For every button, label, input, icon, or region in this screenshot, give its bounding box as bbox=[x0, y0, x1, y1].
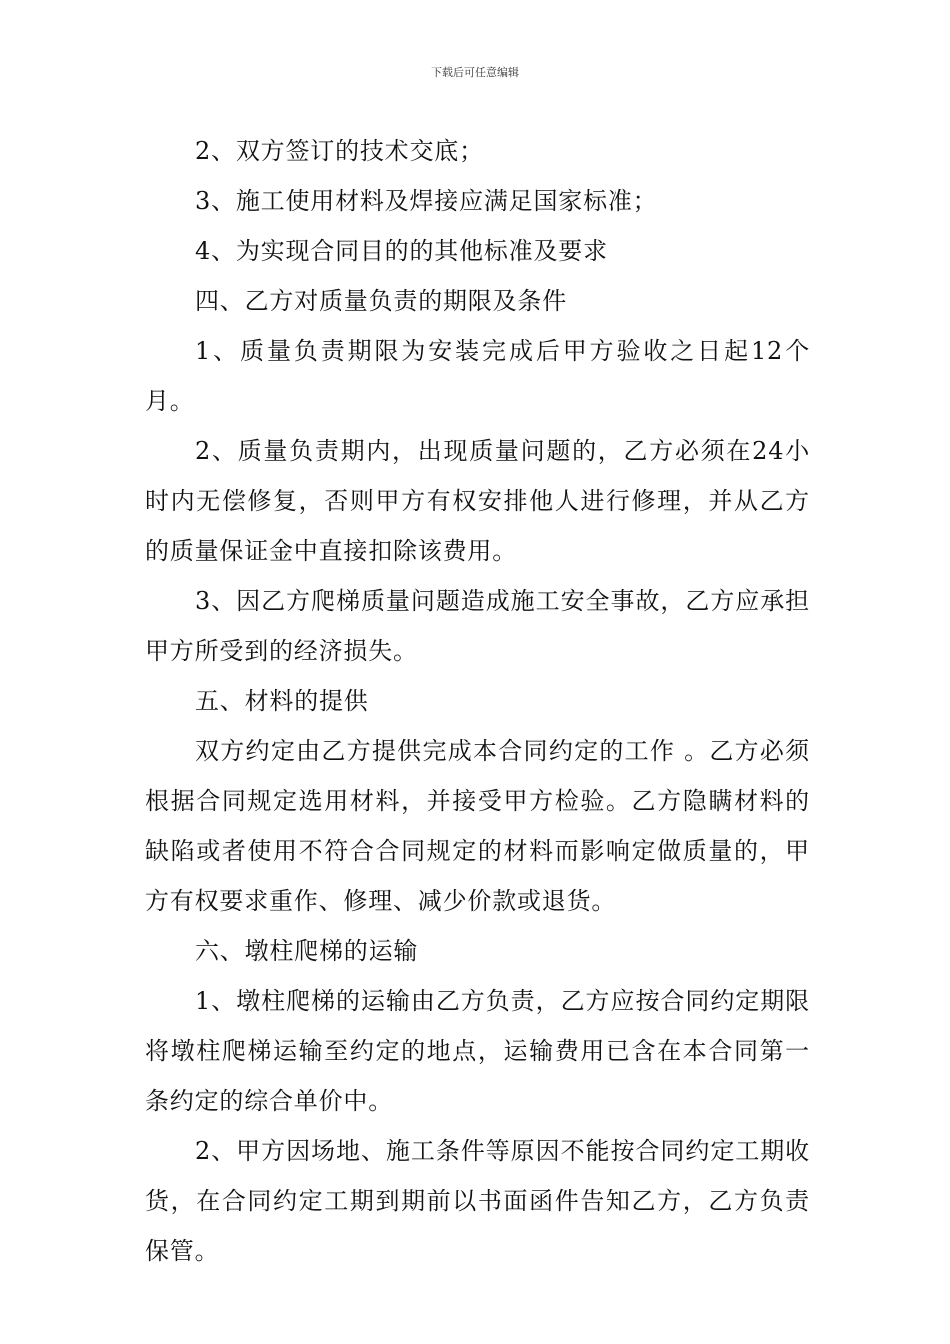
clause-quality-period: 1、质量负责期限为安装完成后甲方验收之日起12个月。 bbox=[145, 337, 810, 415]
clause-materials-supply: 双方约定由乙方提供完成本合同约定的工作 。乙方必须根据合同规定选用材料，并接受甲方检验。乙方隐瞒材料的缺陷或者使用不符合合同规定的材料而影响定做质量的，甲方有权要求重作、修理、减少价款或退货。 bbox=[145, 737, 810, 915]
clause-2-technical-disclosure: 2、双方签订的技术交底； bbox=[195, 137, 484, 165]
clause-transport-responsibility: 1、墩柱爬梯的运输由乙方负责，乙方应按合同约定期限将墩柱爬梯运输至约定的地点，运输费用已含在本合同第一条约定的综合单价中。 bbox=[145, 987, 810, 1115]
clause-repair-obligation: 2、质量负责期内，出现质量问题的，乙方必须在24小时内无偿修复，否则甲方有权安排他人进行修理，并从乙方的质量保证金中直接扣除该费用。 bbox=[145, 437, 810, 565]
section-heading-materials: 五、材料的提供 bbox=[195, 687, 369, 715]
clause-3-materials-standard: 3、施工使用材料及焊接应满足国家标准； bbox=[195, 187, 658, 215]
clause-safety-liability: 3、因乙方爬梯质量问题造成施工安全事故，乙方应承担甲方所受到的经济损失。 bbox=[145, 587, 810, 665]
page-header: 下载后可任意编辑 bbox=[431, 66, 519, 79]
section-heading-transport: 六、墩柱爬梯的运输 bbox=[195, 937, 419, 965]
document-body bbox=[145, 126, 810, 1276]
section-heading-quality-period: 四、乙方对质量负责的期限及条件 bbox=[195, 287, 567, 315]
clause-4-other-requirements: 4、为实现合同目的的其他标准及要求 bbox=[195, 237, 608, 265]
clause-delayed-receipt: 2、甲方因场地、施工条件等原因不能按合同约定工期收货，在合同约定工期到期前以书面函件告知乙方，乙方负责保管。 bbox=[145, 1137, 810, 1265]
